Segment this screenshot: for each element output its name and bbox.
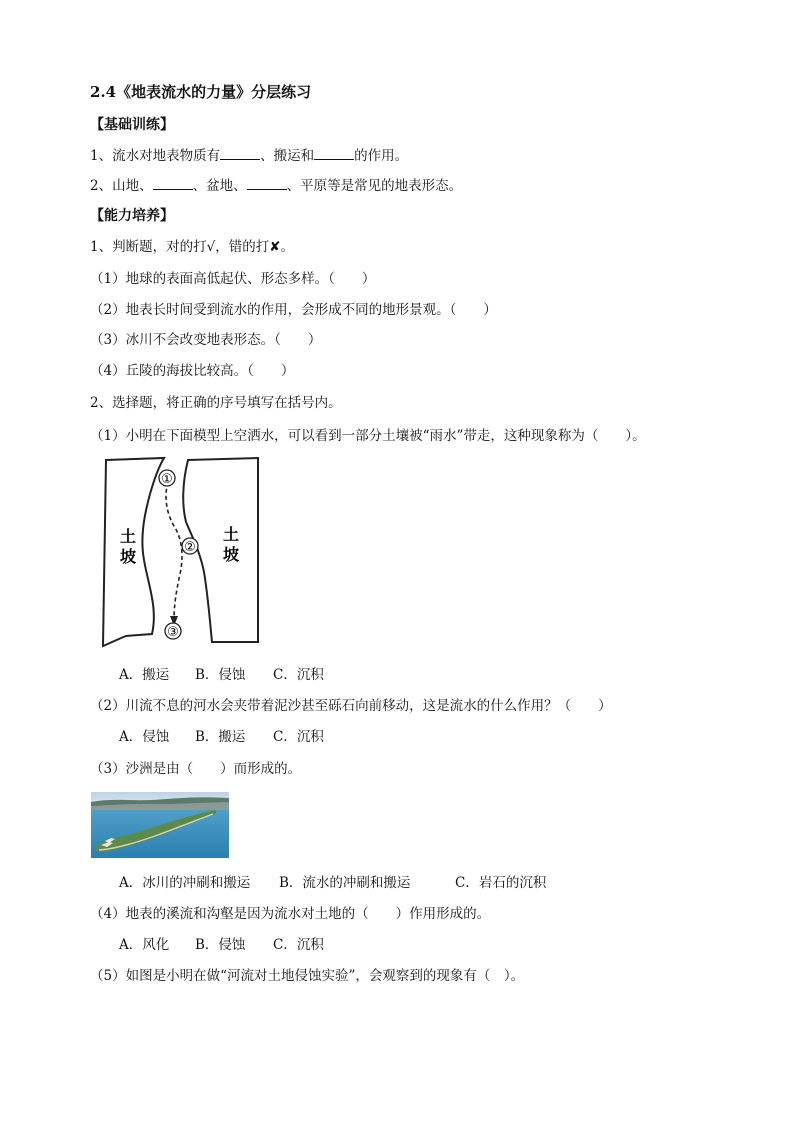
answer-blank[interactable] [220, 146, 260, 160]
basic-q1-text-c: 的作用。 [354, 148, 409, 164]
choice-q3-options [119, 874, 546, 892]
choice-q4-text: （4）地表的溪流和沟壑是因为流水对土地的（ ）作用形成的。 [90, 906, 491, 922]
option-a[interactable]: A．搬运 [119, 667, 170, 683]
basic-q2-text-c: 、平原等是常见的地表形态。 [286, 178, 463, 194]
option-c[interactable]: C．沉积 [273, 667, 324, 683]
option-a[interactable]: A．冰川的冲刷和搬运 [119, 875, 251, 891]
option-c[interactable]: C．沉积 [273, 729, 324, 745]
right-slope-label-1: 土 [222, 525, 240, 544]
marker-1: ① [161, 472, 173, 487]
basic-q1-text-b: 、搬运和 [260, 148, 315, 164]
section-heading-ability: 【能力培养】 [90, 208, 174, 224]
option-a[interactable]: A．侵蚀 [119, 729, 170, 745]
choice-q5-text: （5）如图是小明在做“河流对土地侵蚀实验”，会观察到的现象有（ ）。 [90, 968, 525, 984]
marker-2: ② [184, 540, 196, 555]
choice-q4-options [119, 936, 324, 954]
basic-q1-text-a: 1、流水对地表物质有 [90, 148, 221, 164]
page-title: 2.4《地表流水的力量》分层练习 [90, 83, 312, 101]
basic-question-2 [90, 176, 462, 195]
answer-blank[interactable] [247, 176, 287, 190]
left-slope-label-1: 土 [119, 527, 137, 546]
option-a[interactable]: A．风化 [119, 937, 170, 953]
basic-q2-text-b: 、盆地、 [192, 178, 247, 194]
basic-q2-text-a: 2、山地、 [90, 178, 153, 194]
slope-model-diagram [100, 456, 265, 648]
choice-q2-options [119, 728, 324, 746]
option-b[interactable]: B．流水的冲刷和搬运 [279, 875, 411, 891]
sandbar-photo [91, 792, 229, 858]
option-b[interactable]: B．侵蚀 [195, 937, 246, 953]
answer-blank[interactable] [153, 176, 193, 190]
option-b[interactable]: B．搬运 [195, 729, 246, 745]
choice-q2-text: （2）川流不息的河水会夹带着泥沙甚至砾石向前移动，这是流水的什么作用？（ ） [90, 698, 612, 714]
judge-item-3: （3）冰川不会改变地表形态。（ ） [90, 332, 322, 348]
section-heading-basic: 【基础训练】 [90, 117, 174, 133]
answer-blank[interactable] [314, 146, 354, 160]
left-slope-label-2: 坡 [119, 547, 137, 566]
marker-3: ③ [167, 625, 179, 640]
option-b[interactable]: B．侵蚀 [195, 667, 246, 683]
judge-item-1: （1）地球的表面高低起伏、形态多样。（ ） [90, 271, 376, 287]
option-c[interactable]: C．沉积 [273, 937, 324, 953]
choice-q3-text: （3）沙洲是由（ ）而形成的。 [90, 761, 302, 777]
judge-item-4: （4）丘陵的海拔比较高。（ ） [90, 363, 295, 379]
right-slope-label-2: 坡 [222, 545, 240, 564]
choice-intro: 2、选择题，将正确的序号填写在括号内。 [90, 395, 342, 411]
judge-intro: 1、判断题，对的打√，错的打✘。 [90, 239, 295, 255]
choice-q1-text: （1）小明在下面模型上空洒水，可以看到一部分土壤被“雨水”带走，这种现象称为（ ）。 [90, 428, 646, 444]
judge-item-2: （2）地表长时间受到流水的作用，会形成不同的地形景观。（ ） [90, 302, 497, 318]
option-c[interactable]: C．岩石的沉积 [455, 875, 547, 891]
basic-question-1 [90, 146, 408, 165]
water-flow-path [166, 482, 182, 620]
choice-q1-options [119, 666, 324, 684]
